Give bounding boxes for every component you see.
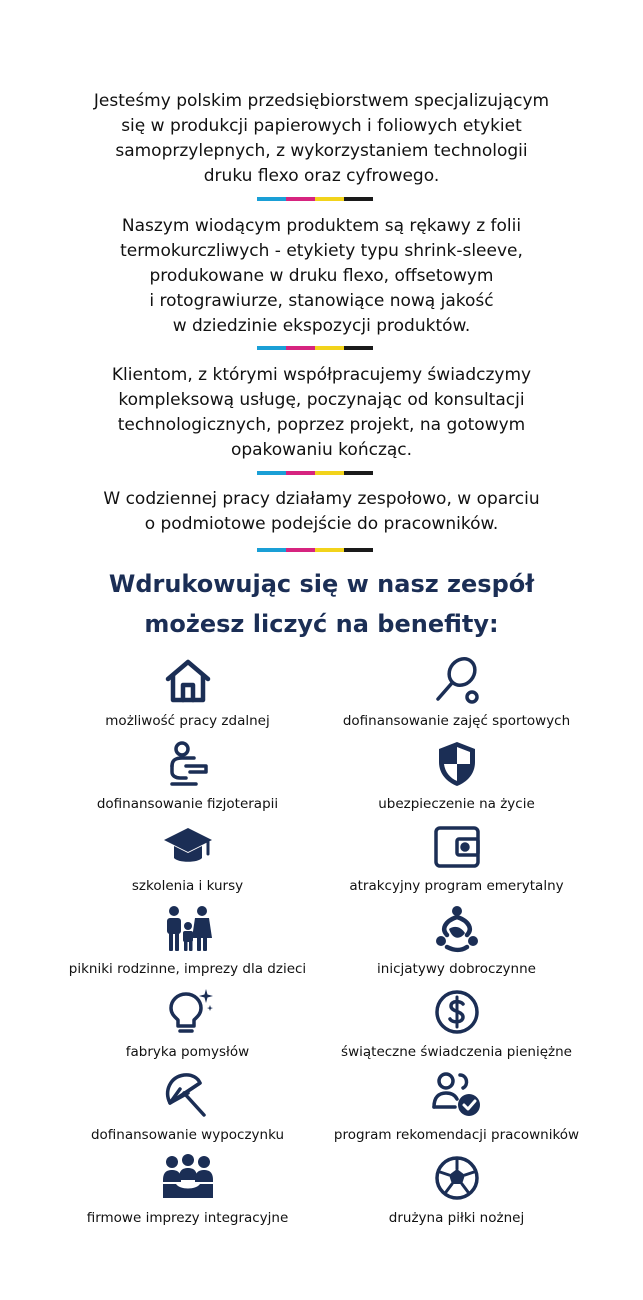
divider-magenta (286, 471, 315, 475)
color-divider (257, 548, 373, 552)
divider-yellow (315, 197, 344, 201)
graduation-cap-icon (162, 820, 214, 872)
benefit-label: atrakcyjny program emerytalny (349, 878, 564, 894)
benefit-label: firmowe imprezy integracyjne (86, 1210, 289, 1226)
text-line: i rotograwiurze, stanowiące nową jakość (149, 291, 494, 311)
intro-paragraph (0, 89, 643, 189)
text-line: technologicznych, poprzez projekt, na gotowym (117, 415, 526, 435)
product-paragraph (0, 214, 643, 339)
text-line: Jesteśmy polskim przedsiębiorstwem specjalizującym (93, 91, 550, 111)
text-line: się w produkcji papierowych i foliowych etykiet (121, 116, 522, 136)
text-line: kompleksową usługę, poczynając od konsultacji (118, 390, 525, 410)
physiotherapy-icon (162, 738, 214, 790)
text-line: Naszym wiodącym produktem są rękawy z folii (121, 216, 522, 236)
divider-magenta (286, 346, 315, 350)
benefit-label: inicjatywy dobroczynne (377, 961, 536, 977)
benefit-label: ubezpieczenie na życie (378, 796, 535, 812)
shield-icon (431, 738, 483, 790)
text-line: samoprzylepnych, z wykorzystaniem technologii (115, 141, 528, 161)
benefits-heading (0, 564, 643, 644)
umbrella-icon (162, 1069, 214, 1121)
benefit-label: dofinansowanie wypoczynku (90, 1127, 285, 1143)
text-line: druku flexo oraz cyfrowego. (203, 166, 440, 186)
benefit-label: szkolenia i kursy (131, 878, 244, 894)
dollar-icon (431, 986, 483, 1038)
lightbulb-icon (162, 986, 214, 1038)
color-divider (257, 197, 373, 201)
clients-paragraph (0, 363, 643, 463)
team-icon (162, 1152, 214, 1204)
divider-black (344, 548, 373, 552)
divider-magenta (286, 548, 315, 552)
charity-icon (431, 903, 483, 955)
divider-yellow (315, 346, 344, 350)
tennis-racket-icon (431, 655, 483, 707)
divider-cyan (257, 548, 286, 552)
text-line: produkowane w druku flexo, offsetowym (149, 266, 494, 286)
benefit-label: fabryka pomysłów (125, 1044, 250, 1060)
team-paragraph (0, 487, 643, 537)
text-line: Klientom, z którymi współpracujemy świadczymy (111, 365, 532, 385)
home-icon (162, 655, 214, 707)
benefit-label: dofinansowanie fizjoterapii (96, 796, 279, 812)
divider-magenta (286, 197, 315, 201)
family-icon (162, 903, 214, 955)
divider-yellow (315, 548, 344, 552)
benefit-label: drużyna piłki nożnej (388, 1210, 525, 1226)
text-line: termokurczliwych - etykiety typu shrink-sleeve, (120, 241, 523, 261)
benefit-label: pikniki rodzinne, imprezy dla dzieci (68, 961, 307, 977)
divider-cyan (257, 471, 286, 475)
color-divider (257, 471, 373, 475)
soccer-ball-icon (431, 1152, 483, 1204)
text-line: opakowaniu kończąc. (230, 440, 413, 460)
benefit-label: możliwość pracy zdalnej (105, 713, 270, 729)
divider-black (344, 197, 373, 201)
benefit-label: świąteczne świadczenia pieniężne (341, 1044, 572, 1060)
divider-cyan (257, 346, 286, 350)
text-line: w dziedzinie ekspozycji produktów. (172, 316, 471, 336)
divider-black (344, 346, 373, 350)
text-line: o podmiotowe podejście do pracowników. (144, 514, 499, 534)
referral-icon (431, 1069, 483, 1121)
divider-black (344, 471, 373, 475)
color-divider (257, 346, 373, 350)
benefit-label: program rekomendacji pracowników (333, 1127, 580, 1143)
benefit-label: dofinansowanie zajęć sportowych (342, 713, 571, 729)
heading-line: Wdrukowując się w nasz zespół (108, 570, 535, 598)
divider-cyan (257, 197, 286, 201)
wallet-icon (431, 820, 483, 872)
divider-yellow (315, 471, 344, 475)
heading-line: możesz liczyć na benefity: (144, 610, 499, 638)
text-line: W codziennej pracy działamy zespołowo, w oparciu (103, 489, 540, 509)
